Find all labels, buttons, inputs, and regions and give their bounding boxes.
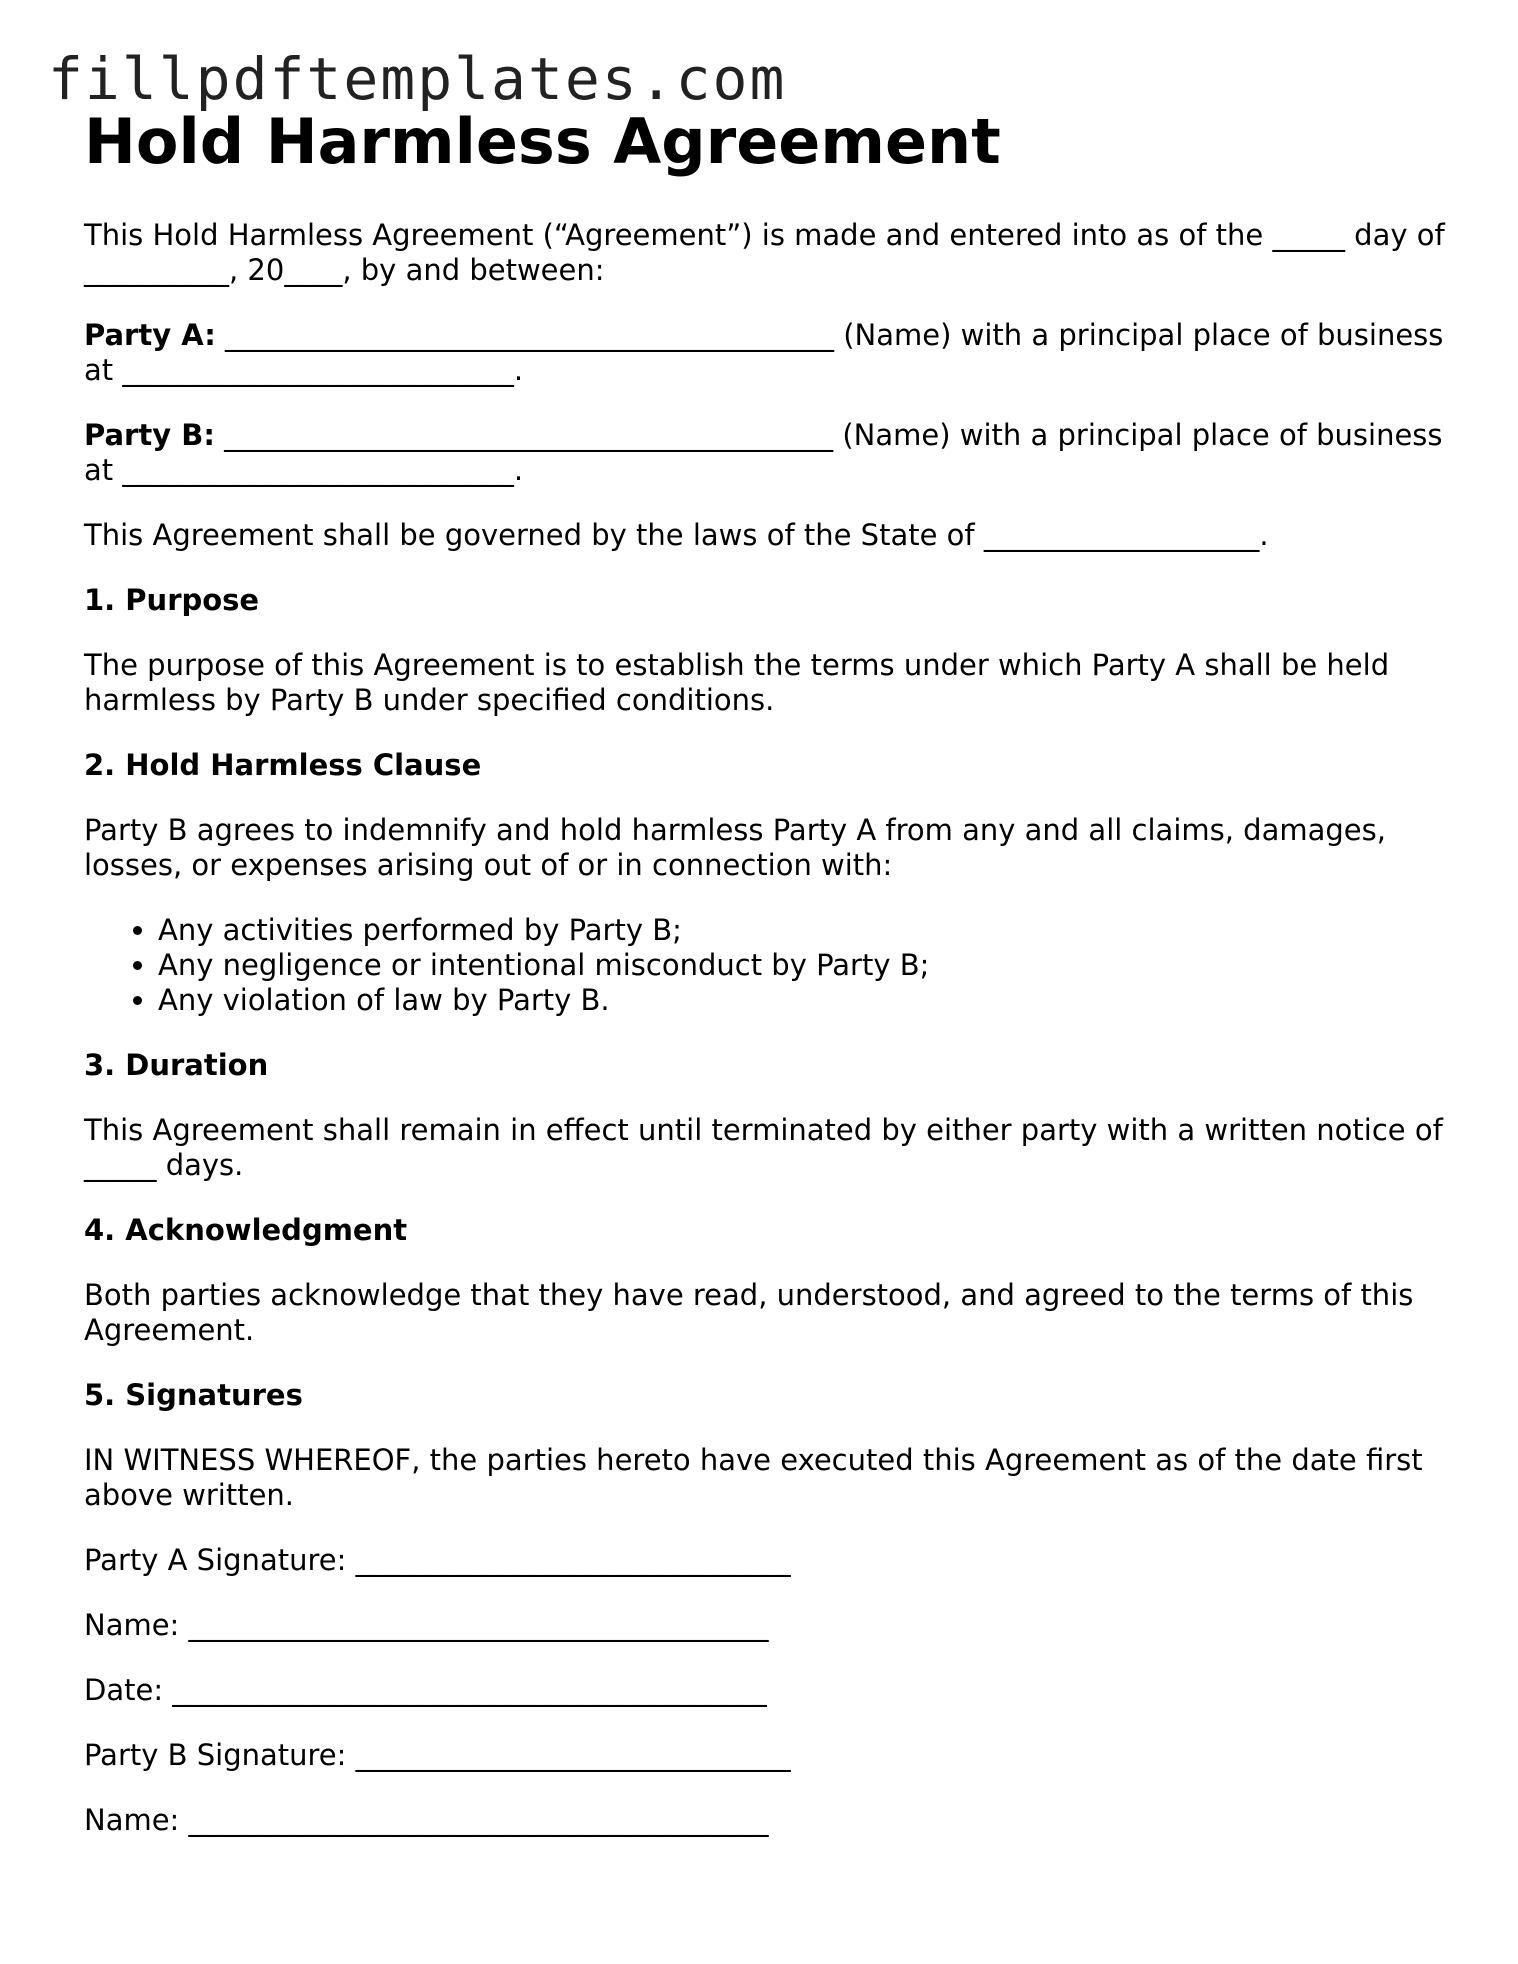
section-body-signatures: IN WITNESS WHEREOF, the parties hereto have executed this Agreement as of the date first above written. <box>84 1443 1423 1512</box>
party-b-label: Party B: <box>84 418 215 452</box>
section-heading-acknowledgment: 4. Acknowledgment <box>84 1213 408 1247</box>
intro-paragraph: This Hold Harmless Agreement (“Agreement”) is made and entered into as of the _____ day of __________, 20____, by and between: <box>84 218 1445 287</box>
signature-block <box>84 1543 1464 1838</box>
section-body-acknowledgment: Both parties acknowledge that they have read, understood, and agreed to the terms of this Agreement. <box>84 1278 1414 1347</box>
hold-harmless-list <box>84 913 1464 1018</box>
section-heading-signatures: 5. Signatures <box>84 1378 303 1412</box>
section-heading-hold-harmless: 2. Hold Harmless Clause <box>84 748 482 782</box>
section-body-purpose: The purpose of this Agreement is to establish the terms under which Party A shall be held harmless by Party B under specified conditions. <box>84 648 1390 717</box>
party-b-text: __________________________________________ (Name) with a principal place of business at ___________________________. <box>84 418 1443 487</box>
section-heading-purpose: 1. Purpose <box>84 583 260 617</box>
party-a-date-line: Date: _________________________________________ <box>84 1673 767 1707</box>
document-title: Hold Harmless Agreement <box>84 105 1001 178</box>
document-body <box>84 218 1464 1868</box>
party-a-paragraph <box>84 318 1464 388</box>
governing-law-paragraph: This Agreement shall be governed by the laws of the State of ___________________. <box>84 518 1269 552</box>
party-b-signature-line: Party B Signature: ______________________________ <box>84 1738 791 1772</box>
party-b-paragraph <box>84 418 1464 488</box>
watermark: fillpdftemplates.com <box>48 45 787 113</box>
list-item: • Any negligence or intentional misconduct by Party B; <box>158 948 1464 983</box>
party-a-signature-line: Party A Signature: ______________________________ <box>84 1543 791 1577</box>
party-b-name-line: Name: ________________________________________ <box>84 1803 769 1837</box>
list-item: • Any violation of law by Party B. <box>158 983 1464 1018</box>
party-a-text: __________________________________________ (Name) with a principal place of business at ___________________________. <box>84 318 1444 387</box>
party-a-name-line: Name: ________________________________________ <box>84 1608 769 1642</box>
section-body-duration: This Agreement shall remain in effect until terminated by either party with a written notice of _____ days. <box>84 1113 1443 1182</box>
party-a-label: Party A: <box>84 318 216 352</box>
list-item: • Any activities performed by Party B; <box>158 913 1464 948</box>
section-body-hold-harmless: Party B agrees to indemnify and hold harmless Party A from any and all claims, damages, losses, or expenses arising out of or in connection with: <box>84 813 1386 882</box>
section-heading-duration: 3. Duration <box>84 1048 269 1082</box>
